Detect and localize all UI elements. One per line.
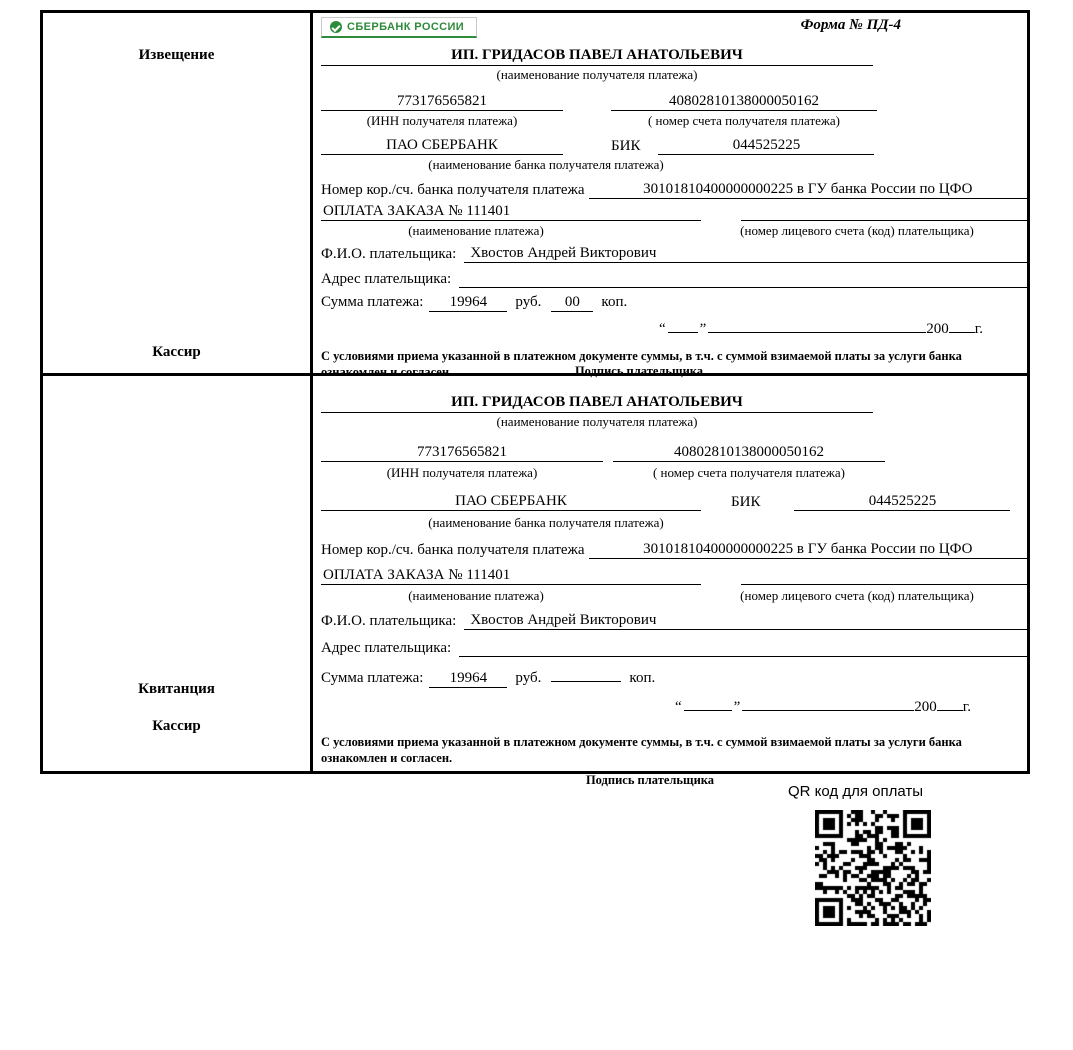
corr-account-label: Номер кор./сч. банка получателя платежа xyxy=(321,182,585,198)
bank-caption: (наименование банка получателя платежа) xyxy=(428,157,664,172)
date-line xyxy=(321,316,1027,338)
bank-name-value: ПАО СБЕРБАНК xyxy=(321,493,701,511)
recipient-name: ИП. ГРИДАСОВ ПАВЕЛ АНАТОЛЬЕВИЧ xyxy=(321,394,873,413)
inn-account-row xyxy=(321,444,1027,462)
year-prefix: 200 xyxy=(926,321,949,337)
personal-account-line xyxy=(741,204,1027,221)
agreement-text: С условиями приема указанной в платежном документе суммы, в т.ч. с суммой взимаемой платы за услуги банка ознакомлен и согласен. xyxy=(321,349,962,380)
sberbank-logo xyxy=(321,17,477,38)
qr-caption: QR код для оплаты xyxy=(788,783,924,800)
personal-account-line xyxy=(741,568,1027,585)
payer-address-label: Адрес плательщика: xyxy=(321,271,452,287)
quote-close: ” xyxy=(733,699,741,715)
account-caption: ( номер счета получателя платежа) xyxy=(652,465,846,480)
cashier-label-top: Кассир xyxy=(152,344,201,360)
payer-fio-row xyxy=(321,612,1027,630)
payment-form-pd4 xyxy=(40,10,1030,787)
kop-label: коп. xyxy=(629,670,656,686)
amount-kop-line xyxy=(551,665,621,682)
sberbank-logo-text: СБЕРБАНК РОССИИ xyxy=(347,21,465,33)
payment-purpose-value: ОПЛАТА ЗАКАЗА № 111401 xyxy=(321,203,701,221)
corr-account-value: 30101810400000000225 в ГУ банка России по ЦФО xyxy=(589,541,1027,559)
purpose-captions-row xyxy=(321,223,1027,239)
inn-caption: (ИНН получателя платежа) xyxy=(366,113,518,128)
date-year-line xyxy=(949,316,975,333)
rub-label: руб. xyxy=(515,294,542,310)
left-column-top xyxy=(43,13,313,373)
account-caption: ( номер счета получателя платежа) xyxy=(647,113,841,128)
amount-row xyxy=(321,665,1027,688)
recipient-caption: (наименование получателя платежа) xyxy=(496,67,698,82)
date-month-line xyxy=(742,694,914,711)
agreement-block xyxy=(321,734,981,788)
qr-code-image xyxy=(815,810,931,926)
date-day-line xyxy=(668,316,698,333)
payer-fio-row xyxy=(321,245,1027,263)
corr-account-label: Номер кор./сч. банка получателя платежа xyxy=(321,542,585,558)
payer-fio-label: Ф.И.О. плательщика: xyxy=(321,613,457,629)
bank-row xyxy=(321,493,1027,511)
inn-account-captions xyxy=(321,113,1027,129)
purpose-captions-row xyxy=(321,588,1027,604)
payer-address-line xyxy=(459,640,1027,657)
corr-account-value: 30101810400000000225 в ГУ банка России по ЦФО xyxy=(589,181,1027,199)
year-suffix: г. xyxy=(974,321,983,337)
bik-value: 044525225 xyxy=(658,137,874,155)
left-column-bottom xyxy=(43,376,313,771)
year-prefix: 200 xyxy=(914,699,937,715)
section-kvitanciya xyxy=(43,373,1027,787)
date-year-line xyxy=(937,694,963,711)
form-number: Форма № ПД-4 xyxy=(800,17,901,33)
payer-address-line xyxy=(459,271,1027,288)
agreement-text: С условиями приема указанной в платежном документе суммы, в т.ч. с суммой взимаемой платы за услуги банка ознакомлен и согласен. xyxy=(321,735,962,766)
corr-account-row xyxy=(321,541,1027,559)
sberbank-logo-icon xyxy=(330,21,342,33)
bik-label: БИК xyxy=(611,138,641,154)
recipient-name: ИП. ГРИДАСОВ ПАВЕЛ АНАТОЛЬЕВИЧ xyxy=(321,47,873,66)
bank-name-value: ПАО СБЕРБАНК xyxy=(321,137,563,155)
rub-label: руб. xyxy=(515,670,542,686)
recipient-caption: (наименование получателя платежа) xyxy=(496,414,698,429)
account-value: 40802810138000050162 xyxy=(611,93,877,111)
inn-value: 773176565821 xyxy=(321,93,563,111)
year-suffix: г. xyxy=(962,699,971,715)
payment-purpose-row xyxy=(321,567,1027,585)
bik-label: БИК xyxy=(731,494,761,510)
corr-account-row xyxy=(321,181,1027,199)
amount-row xyxy=(321,294,1027,312)
payment-purpose-row xyxy=(321,203,1027,221)
personal-account-caption: (номер лицевого счета (код) плательщика) xyxy=(740,223,974,238)
bank-caption: (наименование банка получателя платежа) xyxy=(428,515,664,530)
payer-fio-label: Ф.И.О. плательщика: xyxy=(321,246,457,262)
inn-account-row xyxy=(321,93,1027,111)
slip-body-bottom xyxy=(313,376,1027,787)
amount-label: Сумма платежа: xyxy=(321,670,424,686)
payer-signature-label: Подпись плательщика xyxy=(585,772,715,787)
date-line xyxy=(321,694,1027,716)
inn-caption: (ИНН получателя платежа) xyxy=(386,465,538,480)
payment-purpose-value: ОПЛАТА ЗАКАЗА № 111401 xyxy=(321,567,701,585)
amount-rub-value: 19964 xyxy=(429,670,507,688)
account-value: 40802810138000050162 xyxy=(613,444,885,462)
date-day-line xyxy=(684,694,732,711)
payer-name-value: Хвостов Андрей Викторович xyxy=(464,245,1027,263)
inn-value: 773176565821 xyxy=(321,444,603,462)
section-label-kvitanciya: Квитанция xyxy=(138,681,215,697)
amount-label: Сумма платежа: xyxy=(321,294,424,310)
payer-name-value: Хвостов Андрей Викторович xyxy=(464,612,1027,630)
date-month-line xyxy=(708,316,926,333)
payer-address-label: Адрес плательщика: xyxy=(321,640,452,656)
slip-body-top xyxy=(313,13,1027,380)
bik-value: 044525225 xyxy=(794,493,1010,511)
bank-row xyxy=(321,137,1027,155)
section-izveshenie xyxy=(43,13,1027,380)
amount-kop-value: 00 xyxy=(551,294,593,312)
payer-address-row xyxy=(321,271,1027,288)
section-label-izveshenie: Извещение xyxy=(138,47,215,63)
personal-account-caption: (номер лицевого счета (код) плательщика) xyxy=(740,588,974,603)
quote-close: ” xyxy=(699,321,707,337)
slip-header-row xyxy=(321,17,1027,47)
payer-address-row xyxy=(321,640,1027,657)
quote-open: “ xyxy=(674,699,682,715)
quote-open: “ xyxy=(658,321,666,337)
payment-name-caption: (наименование платежа) xyxy=(408,223,544,238)
payment-name-caption: (наименование платежа) xyxy=(408,588,544,603)
inn-account-captions xyxy=(321,465,1027,481)
kop-label: коп. xyxy=(601,294,628,310)
cashier-label-bottom: Кассир xyxy=(152,718,201,734)
agreement-block xyxy=(321,348,981,381)
amount-rub-value: 19964 xyxy=(429,294,507,312)
payer-signature-label: Подпись плательщика xyxy=(574,364,704,378)
